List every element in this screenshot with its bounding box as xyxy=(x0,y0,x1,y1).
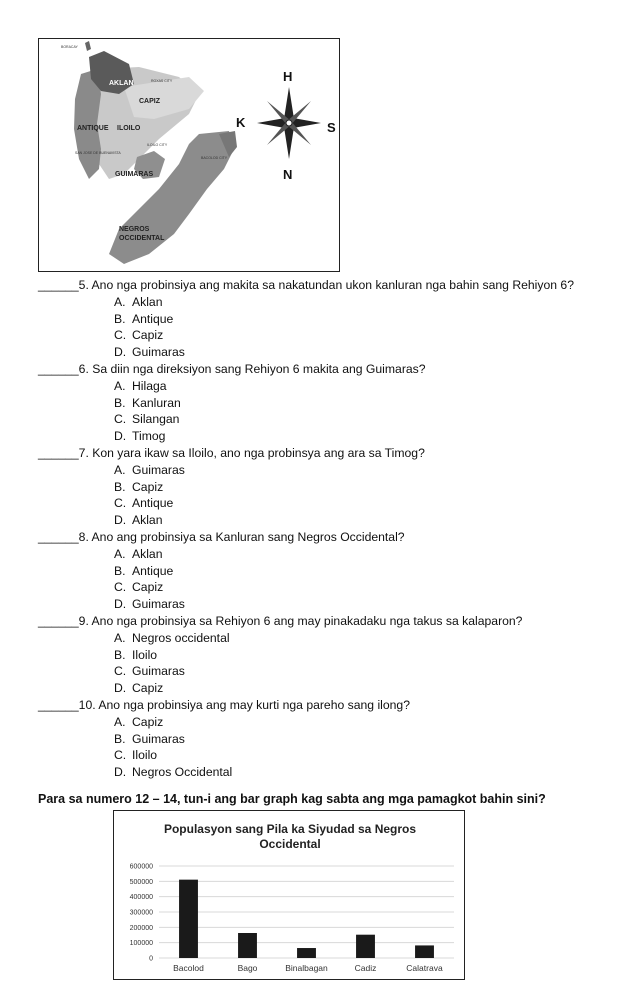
x-category-label: Bago xyxy=(237,963,258,973)
option-list xyxy=(38,294,618,361)
question-stem: ______6. Sa diin nga direksiyon sang Rehiyon 6 makita ang Guimaras? xyxy=(38,361,426,376)
option-letter: C. xyxy=(114,580,127,595)
option-letter: D. xyxy=(114,429,127,444)
question-item xyxy=(38,361,618,445)
compass-rose-icon xyxy=(257,87,321,159)
option-letter: D. xyxy=(114,345,127,360)
option-text: Timog xyxy=(132,429,166,444)
bar-cadiz xyxy=(356,935,375,958)
option-text: Antique xyxy=(132,563,174,578)
question-item xyxy=(38,277,618,361)
map-boracay-island xyxy=(85,41,91,51)
answer-option xyxy=(38,327,618,344)
compass-north-label: H xyxy=(283,69,293,84)
y-tick-label: 600000 xyxy=(129,863,153,871)
bar-calatrava xyxy=(415,945,434,958)
answer-option xyxy=(38,479,618,496)
option-text: Capiz xyxy=(132,580,164,595)
option-letter: C. xyxy=(114,664,127,679)
answer-option xyxy=(38,411,618,428)
answer-option xyxy=(38,395,618,412)
answer-option xyxy=(38,596,618,613)
option-text: Aklan xyxy=(132,294,163,309)
answer-option xyxy=(38,663,618,680)
map-label-san-jose: SAN JOSE DE BUENAVISTA xyxy=(75,151,121,155)
bar-bago xyxy=(238,933,257,958)
map-label-aklan: AKLAN xyxy=(109,80,134,87)
option-letter: B. xyxy=(114,479,126,494)
bar-binalbagan xyxy=(297,948,316,958)
option-text: Guimaras xyxy=(132,731,185,746)
y-tick-label: 100000 xyxy=(129,940,153,948)
option-text: Silangan xyxy=(132,412,180,427)
y-tick-label: 500000 xyxy=(129,878,153,886)
map-label-roxas: ROXAS CITY xyxy=(151,79,173,83)
question-stem: ______8. Ano ang probinsiya sa Kanluran sang Negros Occidental? xyxy=(38,529,405,544)
map-label-capiz: CAPIZ xyxy=(139,98,160,105)
option-letter: D. xyxy=(114,681,127,696)
map-label-antique: ANTIQUE xyxy=(77,125,109,132)
option-letter: D. xyxy=(114,513,127,528)
answer-option xyxy=(38,579,618,596)
answer-option xyxy=(38,311,618,328)
option-letter: A. xyxy=(114,378,126,393)
map-label-guimaras: GUIMARAS xyxy=(115,171,154,178)
chart-instruction: Para sa numero 12 – 14, tun-i ang bar graph kag sabta ang mga pamagkot bahin sini? xyxy=(38,792,546,806)
option-list xyxy=(38,714,618,781)
option-letter: B. xyxy=(114,395,126,410)
option-text: Guimaras xyxy=(132,345,185,360)
option-list xyxy=(38,378,618,445)
option-letter: B. xyxy=(114,647,126,662)
question-stem: ______7. Kon yara ikaw sa Iloilo, ano nga probinsya ang ara sa Timog? xyxy=(38,445,425,460)
option-letter: A. xyxy=(114,546,126,561)
answer-option xyxy=(38,680,618,697)
option-letter: A. xyxy=(114,462,126,477)
map-label-occidental: OCCIDENTAL xyxy=(119,235,165,242)
option-text: Capiz xyxy=(132,479,164,494)
answer-option xyxy=(38,647,618,664)
question-stem: ______10. Ano nga probinsiya ang may kurti nga pareho sang ilong? xyxy=(38,697,410,712)
x-category-label: Calatrava xyxy=(406,963,443,973)
map-label-iloilo-city: ILOILO CITY xyxy=(147,143,168,147)
x-category-label: Bacolod xyxy=(173,963,204,973)
map-label-negros: NEGROS xyxy=(119,226,150,233)
answer-option xyxy=(38,747,618,764)
y-tick-label: 400000 xyxy=(129,894,153,902)
option-text: Capiz xyxy=(132,714,164,729)
compass-south-label: N xyxy=(283,167,293,182)
chart-title-line: Occidental xyxy=(259,837,321,851)
y-tick-label: 200000 xyxy=(129,924,153,932)
map-label-boracay: BORACAY xyxy=(61,45,78,49)
option-list xyxy=(38,630,618,697)
answer-option xyxy=(38,512,618,529)
map-graphic xyxy=(39,39,340,272)
option-letter: A. xyxy=(114,714,126,729)
answer-option xyxy=(38,630,618,647)
option-letter: C. xyxy=(114,328,127,343)
answer-option xyxy=(38,546,618,563)
option-letter: D. xyxy=(114,597,127,612)
answer-option xyxy=(38,731,618,748)
option-text: Guimaras xyxy=(132,597,185,612)
question-list xyxy=(38,277,618,781)
y-tick-label: 300000 xyxy=(129,909,153,917)
option-text: Kanluran xyxy=(132,395,181,410)
question-stem: ______5. Ano nga probinsiya ang makita sa nakatundan ukon kanluran nga bahin sang Rehiyon 6? xyxy=(38,278,574,292)
option-text: Iloilo xyxy=(132,647,158,662)
region6-map xyxy=(38,38,340,272)
answer-option xyxy=(38,462,618,479)
option-text: Negros Occidental xyxy=(132,765,233,780)
x-category-label: Cadiz xyxy=(354,963,377,973)
answer-option xyxy=(38,495,618,512)
answer-option xyxy=(38,378,618,395)
option-text: Aklan xyxy=(132,513,163,528)
option-text: Negros occidental xyxy=(132,630,230,645)
option-text: Iloilo xyxy=(132,748,158,763)
answer-option xyxy=(38,714,618,731)
option-text: Capiz xyxy=(132,681,164,696)
answer-option xyxy=(38,294,618,311)
option-text: Aklan xyxy=(132,546,163,561)
x-category-label: Binalbagan xyxy=(285,963,328,973)
option-text: Capiz xyxy=(132,328,164,343)
option-text: Guimaras xyxy=(132,462,185,477)
option-letter: B. xyxy=(114,311,126,326)
chart-title-line: Populasyon sang Pila ka Siyudad sa Negros xyxy=(163,822,417,836)
question-stem: ______9. Ano nga probinsiya sa Rehiyon 6 ang may pinakadaku nga takus sa kalaparon? xyxy=(38,613,523,628)
option-list xyxy=(38,462,618,529)
answer-option xyxy=(38,764,618,781)
bar-bacolod xyxy=(179,880,198,958)
option-letter: A. xyxy=(114,294,126,309)
map-label-iloilo: ILOILO xyxy=(117,125,141,132)
option-letter: A. xyxy=(114,630,126,645)
question-item xyxy=(38,697,618,781)
compass-east-label: S xyxy=(327,120,336,135)
option-text: Antique xyxy=(132,311,174,326)
answer-option xyxy=(38,563,618,580)
answer-option xyxy=(38,344,618,361)
option-letter: D. xyxy=(114,765,127,780)
option-letter: C. xyxy=(114,748,127,763)
option-letter: C. xyxy=(114,412,127,427)
option-list xyxy=(38,546,618,613)
compass-west-label: K xyxy=(236,115,246,130)
bar-chart-svg xyxy=(114,811,466,981)
option-letter: B. xyxy=(114,563,126,578)
map-label-bacolod: BACOLOD CITY xyxy=(201,156,228,160)
option-text: Hilaga xyxy=(132,378,167,393)
option-letter: B. xyxy=(114,731,126,746)
population-bar-chart xyxy=(113,810,465,980)
option-text: Antique xyxy=(132,496,174,511)
question-item xyxy=(38,529,618,613)
question-item xyxy=(38,613,618,697)
option-letter: C. xyxy=(114,496,127,511)
option-text: Guimaras xyxy=(132,664,185,679)
answer-option xyxy=(38,428,618,445)
question-item xyxy=(38,445,618,529)
y-tick-label: 0 xyxy=(149,955,153,963)
